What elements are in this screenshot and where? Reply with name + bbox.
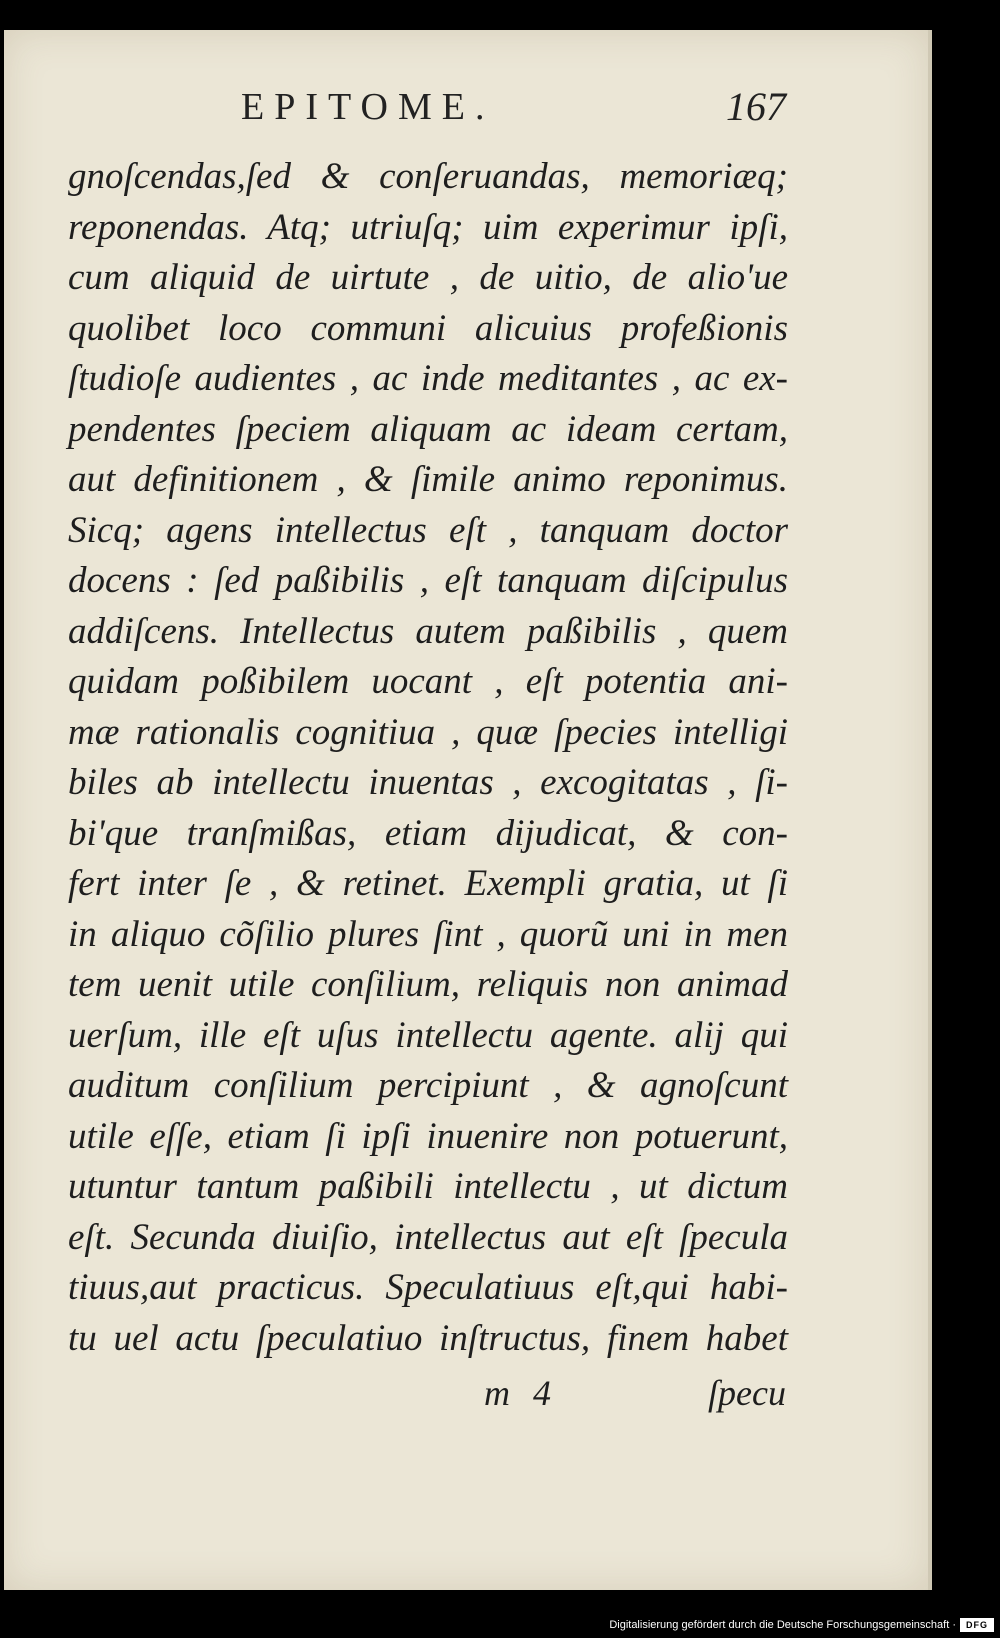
signature-mark: m 4 — [484, 1373, 551, 1413]
text-line: biles ab intellectu inuentas , excogitatas , ſi- — [68, 762, 788, 803]
text-line: eſt. Secunda diuiſio, intellectus aut eſt ſpecula — [68, 1216, 788, 1258]
text-line: in aliquo cõſilio plures ſint , quorũ uni in men — [68, 913, 788, 955]
text-line: utuntur tantum paßibili intellectu , ut dictum — [68, 1166, 788, 1207]
running-title: EPITOME. — [241, 86, 495, 128]
funding-credit: Digitalisierung gefördert durch die Deutsche Forschungsgemeinschaft · — [609, 1619, 956, 1631]
text-line: quidam poßibilem uocant , eſt potentia ani- — [68, 661, 788, 702]
text-line: quolibet loco communi alicuius profeßionis — [68, 307, 788, 349]
text-line: fert inter ſe , & retinet. Exempli gratia, ut ſi — [68, 863, 788, 904]
text-line: utile eſſe, etiam ſi ipſi inuenire non potuerunt, — [68, 1115, 788, 1157]
text-line: Sicq; agens intellectus eſt , tanquam doctor — [68, 509, 788, 551]
text-line: mæ rationalis cognitiua , quæ ſpecies intelligi — [68, 711, 788, 753]
text-line: tiuus,aut practicus. Speculatiuus eſt,qui habi- — [68, 1267, 788, 1308]
text-line: pendentes ſpeciem aliquam ac ideam certam, — [68, 408, 788, 450]
body-text — [68, 152, 788, 1364]
text-line: gnoſcendas,ſed & conſeruandas, memoriæq; — [68, 156, 788, 197]
text-line: reponendas. Atq; utriuſq; uim experimur ipſi, — [68, 206, 788, 248]
text-line: docens : ſed paßibilis , eſt tanquam diſcipulus — [68, 560, 788, 601]
text-line: cum aliquid de uirtute , de uitio, de alio'ue — [68, 257, 788, 298]
text-line: aut definitionem , & ſimile animo reponimus. — [68, 459, 788, 500]
text-line: tu uel actu ſpeculatiuo inſtructus, finem habet — [68, 1317, 788, 1359]
text-line: addiſcens. Intellectus autem paßibilis , quem — [68, 610, 788, 652]
text-line: ſtudioſe audientes , ac inde meditantes , ac ex- — [68, 358, 788, 399]
text-line: auditum conſilium percipiunt , & agnoſcunt — [68, 1065, 788, 1106]
page-header — [66, 85, 786, 145]
dfg-logo-icon: DFG — [960, 1618, 994, 1632]
text-line: tem uenit utile conſilium, reliquis non animad — [68, 964, 788, 1005]
catchword: ſpecu — [708, 1373, 786, 1413]
page-edge — [928, 30, 932, 1590]
page-footer — [66, 1372, 786, 1432]
page-number: 167 — [726, 84, 786, 129]
text-line: uerſum, ille eſt uſus intellectu agente. alij qui — [68, 1014, 788, 1056]
text-line: bi'que tranſmißas, etiam dijudicat, & con- — [68, 812, 788, 854]
credit-bar — [0, 1608, 1000, 1638]
